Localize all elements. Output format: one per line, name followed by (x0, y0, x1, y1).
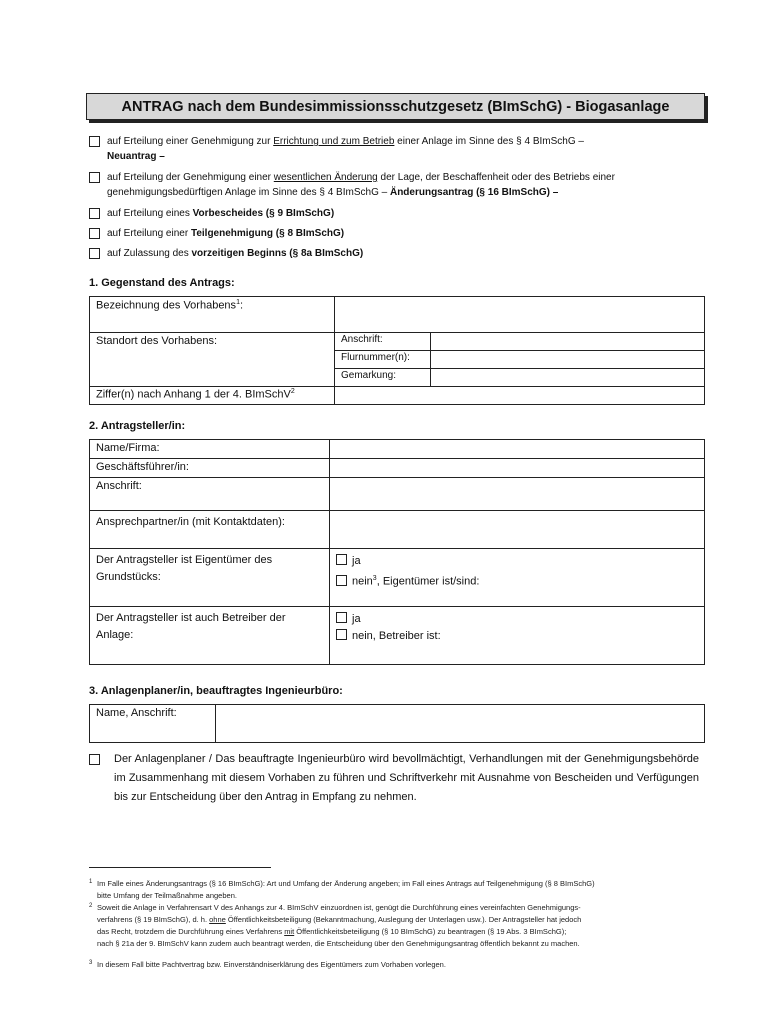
betreiber-ja-checkbox[interactable] (336, 612, 347, 623)
geschaeftsfuehrer-field[interactable] (330, 459, 705, 478)
section1-table (89, 296, 705, 405)
anschrift2-field[interactable] (330, 478, 705, 511)
planer-name-field[interactable] (216, 705, 705, 743)
form-title (86, 93, 705, 120)
geschaeftsfuehrer-label: Geschäftsführer/in: (90, 459, 330, 478)
eigentuemer-nein-checkbox[interactable] (336, 575, 347, 586)
name-firma-label: Name/Firma: (90, 440, 330, 459)
option-neuantrag-checkbox[interactable] (89, 136, 100, 147)
ziffer-field[interactable] (335, 387, 705, 405)
bezeichnung-label: Bezeichnung des Vorhabens$^1$: (90, 297, 335, 333)
section2-table (89, 439, 705, 665)
section3-table (89, 704, 705, 743)
bevollmaechtigung-text: Der Anlagenplaner / Das beauftragte Ingenieurbüro wird bevollmächtigt, Verhandlungen mit der Genehmigungsbehörde im Zusammenhang mit diesem Vorhaben zu führen und Schriftverkehr mit Ausnahme von Bescheiden und Verfügungen bis zur Entscheidung über den Antrag in Empfang zu nehmen. (114, 753, 699, 803)
standort-label: Standort des Vorhabens: (90, 333, 335, 387)
anschrift-label: Anschrift: (335, 333, 431, 351)
ansprechpartner-field[interactable] (330, 511, 705, 549)
betreiber-nein-checkbox[interactable] (336, 629, 347, 640)
gemarkung-label: Gemarkung: (335, 369, 431, 387)
option-vorbescheid-checkbox[interactable] (89, 208, 100, 219)
ansprechpartner-label: Ansprechpartner/in (mit Kontaktdaten): (90, 511, 330, 549)
option-teilgenehmigung-checkbox[interactable] (89, 228, 100, 239)
ziffer-label: Ziffer(n) nach Anhang 1 der 4. BImSchV$^2$ (90, 387, 335, 405)
anschrift2-label: Anschrift: (90, 478, 330, 511)
section2-heading: 2. Antragsteller/in: (89, 420, 186, 432)
flurnummer-field[interactable] (431, 351, 705, 369)
bezeichnung-field[interactable] (335, 297, 705, 333)
gemarkung-field[interactable] (431, 369, 705, 387)
eigentuemer-ja-checkbox[interactable] (336, 554, 347, 565)
betreiber-answer (330, 607, 705, 665)
form-title-text: ANTRAG nach dem Bundesimmissionsschutzgesetz (BImSchG) - Biogasanlage (121, 98, 670, 115)
section1-heading: 1. Gegenstand des Antrags: (89, 277, 235, 289)
footnote-divider (89, 867, 271, 868)
bevollmaechtigung-checkbox[interactable] (89, 754, 100, 765)
anschrift-field[interactable] (431, 333, 705, 351)
eigentuemer-nein-option[interactable]: nein$^3$, Eigentümer ist/sind: (336, 570, 698, 591)
betreiber-question: Der Antragsteller ist auch Betreiber der Anlage: (90, 607, 330, 665)
betreiber-ja-option[interactable]: ja (336, 611, 698, 628)
eigentuemer-ja-option[interactable]: ja (336, 553, 698, 570)
name-firma-field[interactable] (330, 440, 705, 459)
option-aenderungsantrag-checkbox[interactable] (89, 172, 100, 183)
eigentuemer-answer (330, 549, 705, 607)
option-vorzeitiger-beginn-checkbox[interactable] (89, 248, 100, 259)
betreiber-nein-option[interactable]: nein, Betreiber ist: (336, 628, 698, 645)
flurnummer-label: Flurnummer(n): (335, 351, 431, 369)
section3-heading: 3. Anlagenplaner/in, beauftragtes Ingenieurbüro: (89, 685, 343, 697)
planer-name-label: Name, Anschrift: (90, 705, 216, 743)
form-page: ANTRAG nach dem Bundesimmissionsschutzgesetz (BImSchG) - Biogasanlage auf Erteilung einer Genehmigung zur Errichtung und zum Betrieb einer Anlage im Sinne des § 4 BImSchG – Neuantrag – auf Erteilung der Genehmigung einer wesentlichen Änderung der Lage, der Beschaffenheit oder des Betriebs einer genehmigungsbedürftigen Anlage im Sinne des § 4 BImSchG – Änderungsantrag (§ 16 BImSchG) – auf Erteilung eines Vorbescheides (§ 9 BImSchG) auf Erteilung einer Teilgenehmigung (§ 8 BImSchG) auf Zulassung des vorzeitigen Beginns (§ 8a BImSchG) 1. Gegenstand des Antrags: Bezeichnung des Vorhabens$^1$: Standort des Vorhabens: Anschrift: Flurnummer(n): Gemarkung: Ziffer(n) nach Anhang 1 der 4. BImSchV$^2$ 2. Antragsteller/in: Name/Firma: Geschäftsführer/in: Anschrift: Ansprechpartner/in (mit Kontaktdaten): Der Antragsteller ist Eigentümer des Grundstücks: ja nein$^3$, Eigentümer ist/sind: Der Antragsteller ist auch Betreiber der Anlage: ja nein, Betreiber ist: 3. Anlagenplaner/in, beauftragtes Ingenieurbüro: Name, Anschrift: Der Anlagenplaner / Das beauftragte Ingenieurbüro wird bevollmächtigt, Verhandlungen mit der Genehmigungsbehörde im Zusammenhang mit diesem Vorhaben zu führen und Schriftverkehr mit Ausnahme von Bescheiden und Verfügungen bis zur Entscheidung über den Antrag in Empfang zu nehmen. 1 Im Falle eines Änderungsantrags (§ 16 BImSchG): Art und Umfang der Änderung angeben; im Fall eines Antrags auf Teilgenehmigung (§ 8 BImSchG) bitte Umfang der Teilmaßnahme angeben. 2 Soweit die Anlage in Verfahrensart V des Anhangs zur 4. BImSchV einzuordnen ist, genügt die Durchführung eines vereinfachten Genehmigungs- verfahrens (§ 19 BImSchG), d. h. ohne Öffentlichkeitsbeteiligung (Bekanntmachung, Auslegung der Unterlagen usw.). Der Antragsteller hat jedoch das Recht, trotzdem die Durchführung eines Verfahrens mit Öffentlichkeitsbeteiligung (§ 10 BImSchG) zu beantragen (§ 19 Abs. 3 BImSchG); nach § 21a der 9. BImSchV kann zudem auch beantragt werden, die Entscheidung über den Genehmigungsantrag öffentlich bekannt zu machen. 3 In diesem Fall bitte Pachtvertrag bzw. Einverständniserklärung des Eigentümers zum Vorhaben vorlegen. (0, 0, 770, 1024)
eigentuemer-question: Der Antragsteller ist Eigentümer des Grundstücks: (90, 549, 330, 607)
